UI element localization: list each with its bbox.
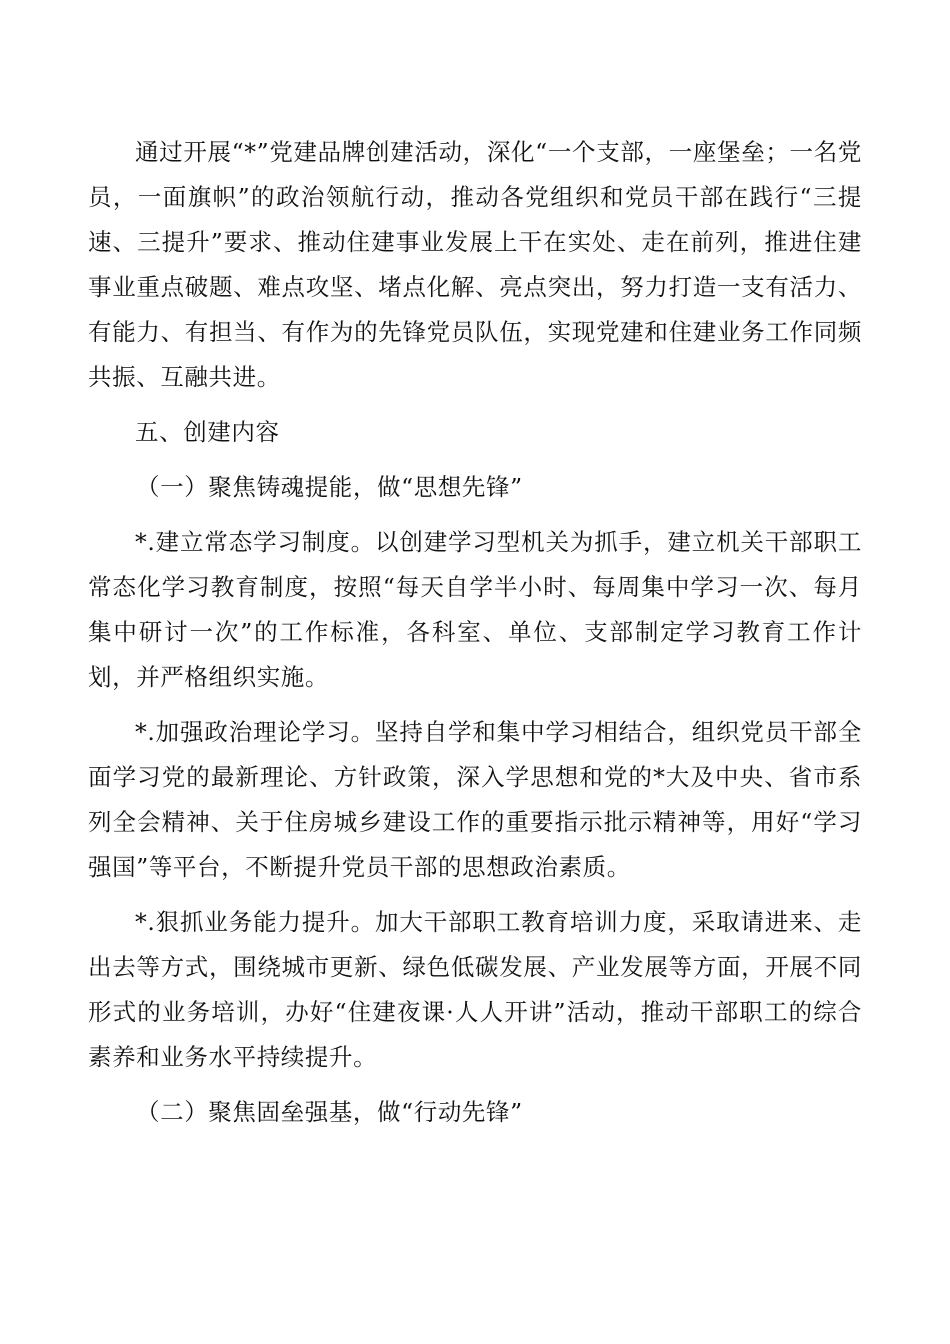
intro-paragraph: 通过开展“*”党建品牌创建活动，深化“一个支部，一座堡垒；一名党员，一面旗帜”的政治领航行动，推动各党组织和党员干部在践行“三提速、三提升”要求、推动住建事业发展上干在实处、走在前列，推进住建事业重点破题、难点攻坚、堵点化解、亮点突出，努力打造一支有活力、有能力、有担当、有作为的先锋党员队伍，实现党建和住建业务工作同频共振、互融共进。 [88, 138, 862, 391]
paragraph-political-theory: *.加强政治理论学习。坚持自学和集中学习相结合，组织党员干部全面学习党的最新理论、方针政策，深入学思想和党的*大及中央、省市系列全会精神、关于住房城乡建设工作的重要指示批示精神等，用好“学习强国”等平台，不断提升党员干部的思想政治素质。 [88, 718, 862, 881]
section-heading-creation-content: 五、创建内容 [135, 418, 280, 446]
paragraph-study-system: *.建立常态学习制度。以创建学习型机关为抓手，建立机关干部职工常态化学习教育制度，按照“每天自学半小时、每周集中学习一次、每月集中研讨一次”的工作标准，各科室、单位、支部制定学习教育工作计划，并严格组织实施。 [88, 528, 862, 691]
subsection-heading-action-pioneer: （二）聚焦固垒强基，做“行动先锋” [136, 1098, 523, 1126]
document-page [88, 130, 862, 1145]
paragraph-business-ability: *.狠抓业务能力提升。加大干部职工教育培训力度，采取请进来、走出去等方式，围绕城市更新、绿色低碳发展、产业发展等方面，开展不同形式的业务培训，办好“住建夜课·人人开讲”活动，推动干部职工的综合素养和业务水平持续提升。 [88, 908, 862, 1071]
subsection-heading-thought-pioneer: （一）聚焦铸魂提能，做“思想先锋” [136, 473, 523, 501]
